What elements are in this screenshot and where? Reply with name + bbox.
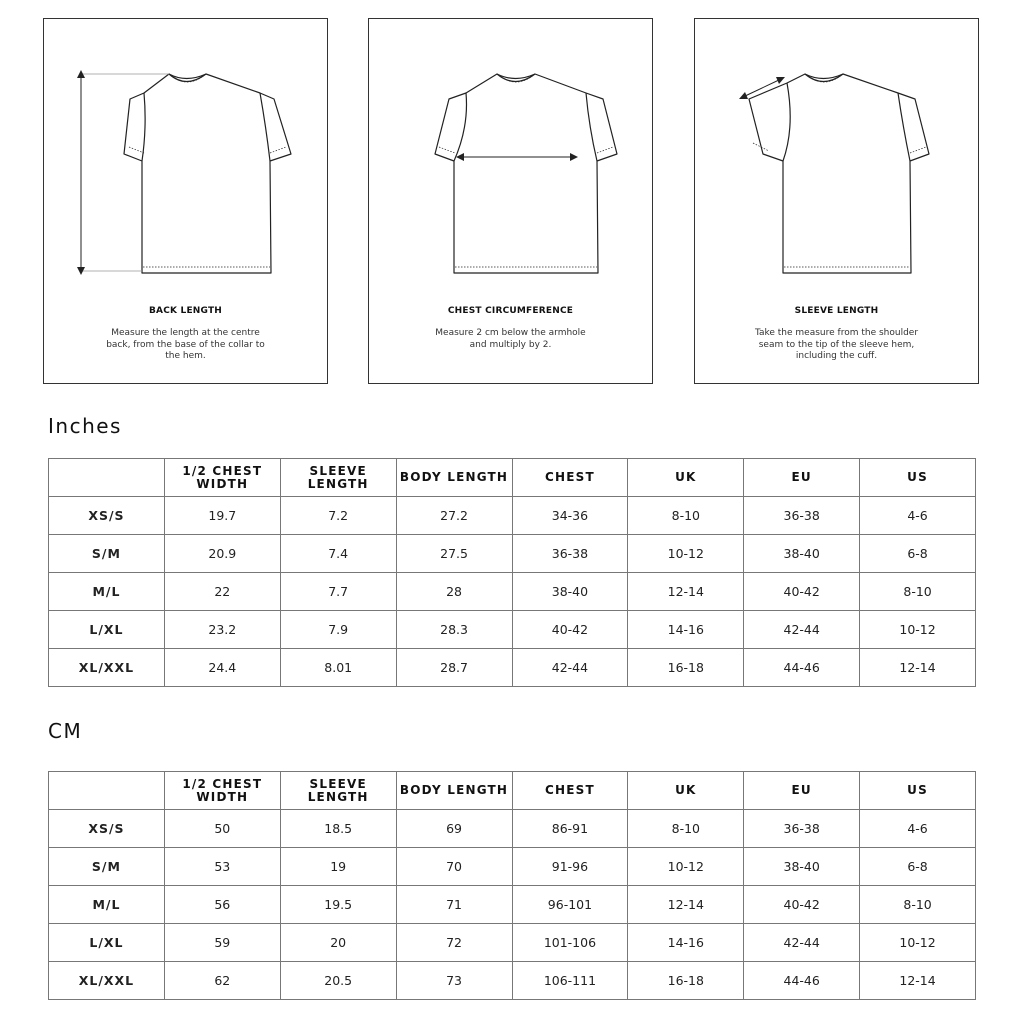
table-header-row (49, 772, 976, 810)
table-cell: 10-12 (628, 848, 744, 886)
table-cell: 34-36 (512, 497, 628, 535)
table-cell: 40-42 (744, 573, 860, 611)
table-cell: 12-14 (628, 886, 744, 924)
header-cell: SLEEVE LENGTH (280, 772, 396, 810)
table-cell: 16-18 (628, 962, 744, 1000)
table-cell: 71 (396, 886, 512, 924)
table-cell: 27.2 (396, 497, 512, 535)
table-cell: 6-8 (860, 535, 976, 573)
header-cell: 1/2 CHEST WIDTH (164, 459, 280, 497)
header-cell: SLEEVE LENGTH (280, 459, 396, 497)
table-row (49, 649, 976, 687)
table-header-row (49, 459, 976, 497)
table-cell: 12-14 (860, 962, 976, 1000)
table-cell: 16-18 (628, 649, 744, 687)
table-row (49, 924, 976, 962)
size-label: L/XL (49, 924, 165, 962)
table-cell: 36-38 (512, 535, 628, 573)
table-cell: 19 (280, 848, 396, 886)
table-cell: 40-42 (744, 886, 860, 924)
table-cell: 18.5 (280, 810, 396, 848)
table-cell: 4-6 (860, 497, 976, 535)
card-title: SLEEVE LENGTH (794, 306, 879, 316)
table-cell: 42-44 (744, 611, 860, 649)
header-cell: US (860, 459, 976, 497)
table-row (49, 535, 976, 573)
card-description: Measure 2 cm below the armhole and multiply by 2. (435, 328, 586, 350)
table-cell: 28.7 (396, 649, 512, 687)
table-cell: 28 (396, 573, 512, 611)
table-cell: 40-42 (512, 611, 628, 649)
table-cell: 20.9 (164, 535, 280, 573)
card-description: Measure the length at the centre back, from the base of the collar to the hem. (106, 328, 265, 361)
table-cell: 10-12 (860, 611, 976, 649)
table-cell: 7.4 (280, 535, 396, 573)
size-label: XL/XXL (49, 962, 165, 1000)
table-cell: 27.5 (396, 535, 512, 573)
cm-size-table (48, 771, 976, 1000)
table-cell: 19.5 (280, 886, 396, 924)
inches-section-title: Inches (48, 414, 122, 438)
size-label: M/L (49, 573, 165, 611)
table-cell: 50 (164, 810, 280, 848)
table-cell: 59 (164, 924, 280, 962)
cm-section-title: CM (48, 719, 83, 743)
tshirt-back-length-icon (44, 19, 329, 299)
table-cell: 56 (164, 886, 280, 924)
table-cell: 38-40 (744, 848, 860, 886)
table-cell: 70 (396, 848, 512, 886)
back-length-card (43, 18, 328, 384)
sleeve-length-card (694, 18, 979, 384)
table-cell: 10-12 (628, 535, 744, 573)
table-cell: 7.9 (280, 611, 396, 649)
table-cell: 36-38 (744, 497, 860, 535)
size-label: L/XL (49, 611, 165, 649)
table-cell: 19.7 (164, 497, 280, 535)
size-label: XL/XXL (49, 649, 165, 687)
inches-size-table (48, 458, 976, 687)
header-cell: 1/2 CHEST WIDTH (164, 772, 280, 810)
table-cell: 7.7 (280, 573, 396, 611)
header-cell: EU (744, 459, 860, 497)
table-cell: 8-10 (628, 497, 744, 535)
table-row (49, 810, 976, 848)
table-cell: 36-38 (744, 810, 860, 848)
size-label: S/M (49, 848, 165, 886)
table-cell: 38-40 (512, 573, 628, 611)
table-cell: 42-44 (744, 924, 860, 962)
tshirt-chest-icon (369, 19, 654, 299)
table-cell: 12-14 (860, 649, 976, 687)
header-cell (49, 459, 165, 497)
table-cell: 53 (164, 848, 280, 886)
size-label: M/L (49, 886, 165, 924)
table-cell: 8.01 (280, 649, 396, 687)
table-cell: 91-96 (512, 848, 628, 886)
table-cell: 12-14 (628, 573, 744, 611)
table-cell: 44-46 (744, 649, 860, 687)
card-title: CHEST CIRCUMFERENCE (447, 306, 574, 316)
table-row (49, 848, 976, 886)
table-cell: 23.2 (164, 611, 280, 649)
header-cell: UK (628, 459, 744, 497)
chest-circumference-card (368, 18, 653, 384)
table-cell: 22 (164, 573, 280, 611)
table-cell: 96-101 (512, 886, 628, 924)
header-cell: CHEST (512, 459, 628, 497)
header-cell: US (860, 772, 976, 810)
table-cell: 101-106 (512, 924, 628, 962)
table-cell: 106-111 (512, 962, 628, 1000)
table-cell: 69 (396, 810, 512, 848)
table-cell: 28.3 (396, 611, 512, 649)
size-label: XS/S (49, 810, 165, 848)
table-row (49, 497, 976, 535)
table-cell: 8-10 (860, 886, 976, 924)
table-cell: 20.5 (280, 962, 396, 1000)
table-cell: 72 (396, 924, 512, 962)
table-cell: 73 (396, 962, 512, 1000)
header-cell: EU (744, 772, 860, 810)
size-label: XS/S (49, 497, 165, 535)
table-cell: 7.2 (280, 497, 396, 535)
table-row (49, 611, 976, 649)
table-cell: 8-10 (628, 810, 744, 848)
table-cell: 14-16 (628, 924, 744, 962)
tshirt-sleeve-icon (695, 19, 980, 299)
size-label: S/M (49, 535, 165, 573)
table-row (49, 962, 976, 1000)
table-cell: 6-8 (860, 848, 976, 886)
header-cell: CHEST (512, 772, 628, 810)
header-cell: BODY LENGTH (396, 459, 512, 497)
card-title: BACK LENGTH (148, 306, 223, 316)
table-cell: 86-91 (512, 810, 628, 848)
table-row (49, 573, 976, 611)
table-cell: 10-12 (860, 924, 976, 962)
table-cell: 14-16 (628, 611, 744, 649)
table-cell: 62 (164, 962, 280, 1000)
table-cell: 44-46 (744, 962, 860, 1000)
header-cell (49, 772, 165, 810)
header-cell: UK (628, 772, 744, 810)
table-cell: 38-40 (744, 535, 860, 573)
table-cell: 20 (280, 924, 396, 962)
table-cell: 4-6 (860, 810, 976, 848)
table-row (49, 886, 976, 924)
table-cell: 24.4 (164, 649, 280, 687)
card-description: Take the measure from the shoulder seam to the tip of the sleeve hem, including the cuff. (754, 328, 919, 361)
header-cell: BODY LENGTH (396, 772, 512, 810)
table-cell: 42-44 (512, 649, 628, 687)
table-cell: 8-10 (860, 573, 976, 611)
